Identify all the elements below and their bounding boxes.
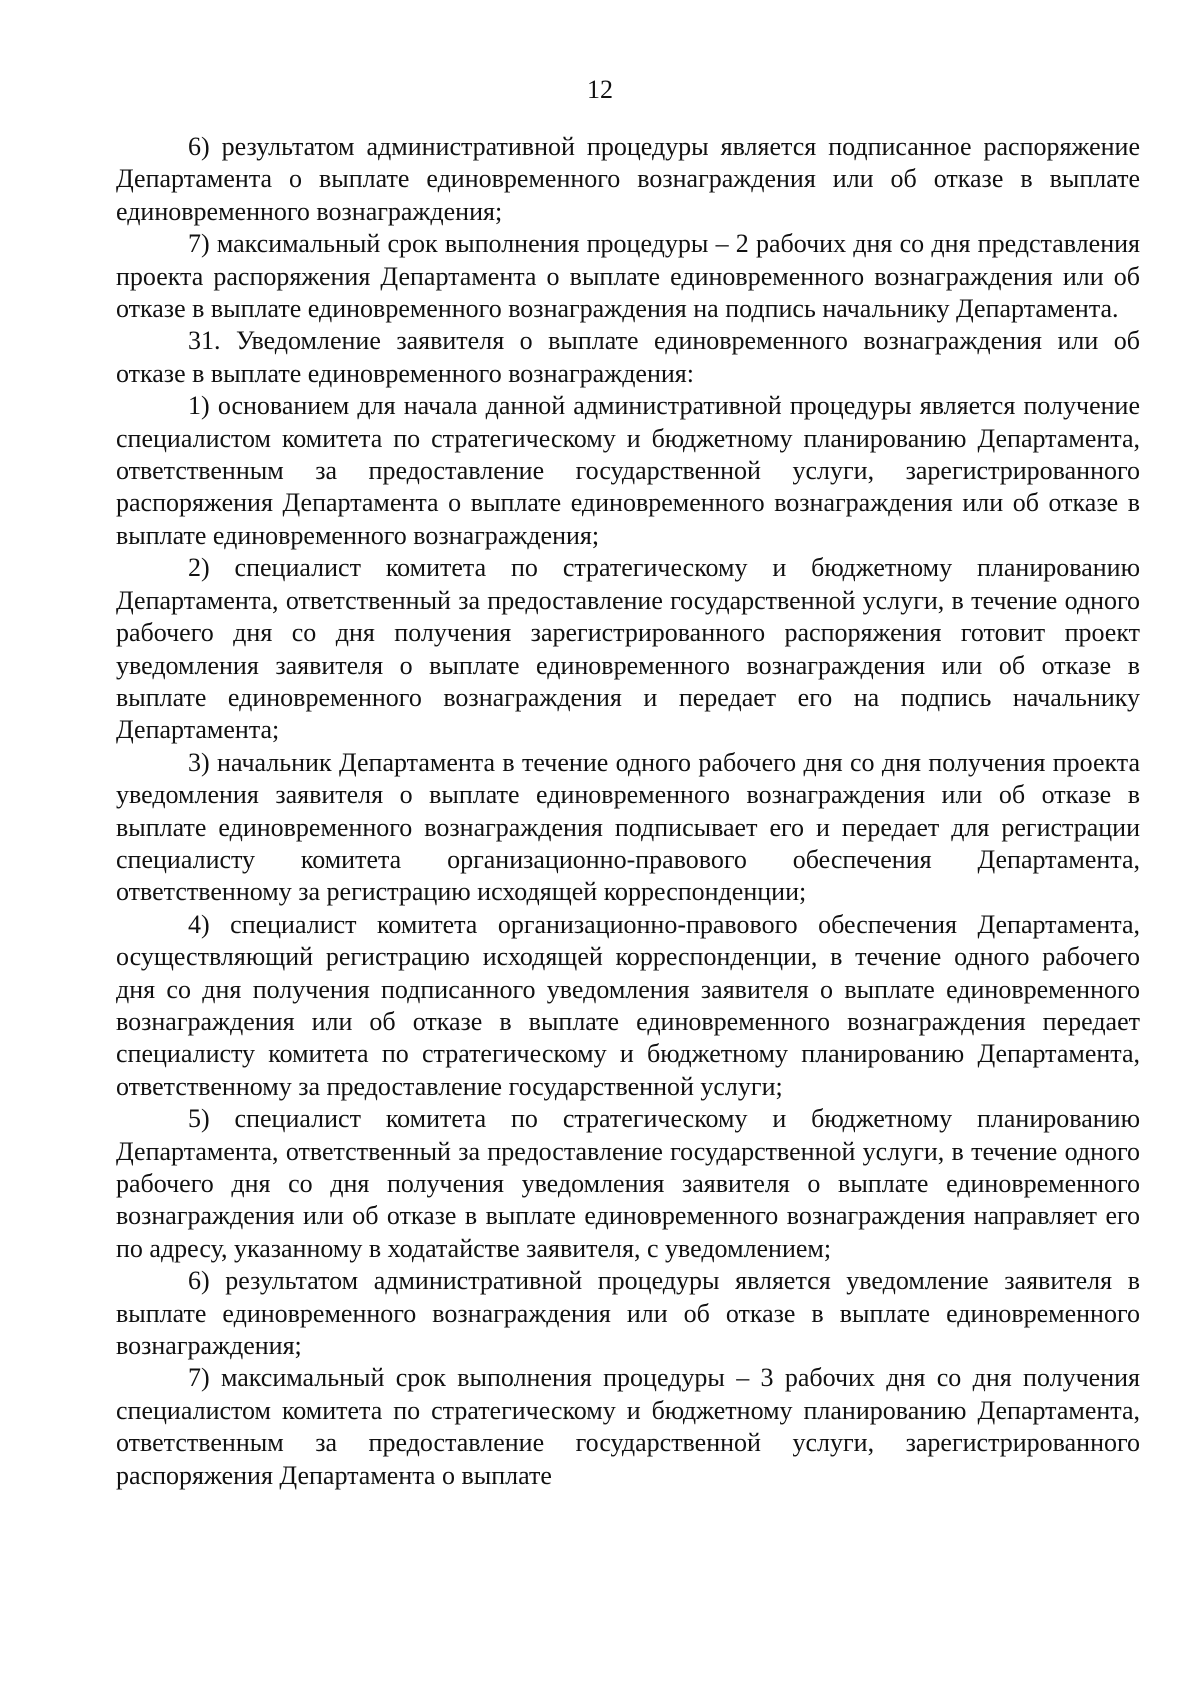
paragraph-31-notification-heading: 31. Уведомление заявителя о выплате единовременного вознаграждения или об отказе в выплате единовременного вознаграждения: bbox=[116, 326, 1140, 388]
paragraph-6-result-notification: 6) результатом административной процедуры является уведомление заявителя в выплате единовременного вознаграждения или об отказе в выплате единовременного вознаграждения; bbox=[116, 1266, 1140, 1361]
paragraph-3-head-signs: 3) начальник Департамента в течение одного рабочего дня со дня получения проекта уведомления заявителя о выплате единовременного вознаграждения или об отказе в выплате единовременного вознаграждения подписывает его и передает для регистрации специалисту комитета организационно-правового обеспечения Департамента, ответственному за регистрацию исходящей корреспонденции; bbox=[116, 747, 1140, 907]
page-number: 12 bbox=[587, 75, 613, 104]
document-body bbox=[116, 131, 1140, 1492]
paragraph-1-basis-for-procedure: 1) основанием для начала данной административной процедуры является получение специалистом комитета по стратегическому и бюджетному планированию Департамента, ответственным за предоставление государственной услуги, зарегистрированного распоряжения Департамента о выплате единовременного вознаграждения или об отказе в выплате единовременного вознаграждения; bbox=[116, 391, 1140, 550]
paragraph-7-max-term-3-days: 7) максимальный срок выполнения процедуры – 3 рабочих дня со дня получения специалистом комитета по стратегическому и бюджетному планированию Департамента, ответственным за предоставление государственной услуги, зарегистрированного распоряжения Департамента о выплате bbox=[116, 1363, 1140, 1490]
paragraph-5-sending-notification: 5) специалист комитета по стратегическому и бюджетному планированию Департамента, ответственный за предоставление государственной услуги, в течение одного рабочего дня со дня получения уведомления заявителя о выплате единовременного вознаграждения или об отказе в выплате единовременного вознаграждения направляет его по адресу, указанному в ходатайстве заявителя, с уведомлением; bbox=[116, 1104, 1140, 1263]
paragraph-2-prepare-notification: 2) специалист комитета по стратегическому и бюджетному планированию Департамента, ответственный за предоставление государственной услуги, в течение одного рабочего дня со дня получения зарегистрированного распоряжения готовит проект уведомления заявителя о выплате единовременного вознаграждения или об отказе в выплате единовременного вознаграждения и передает его на подпись начальнику Департамента; bbox=[116, 553, 1140, 745]
paragraph-4-registration: 4) специалист комитета организационно-правового обеспечения Департамента, осуществляющий регистрацию исходящей корреспонденции, в течение одного рабочего дня со дня получения подписанного уведомления заявителя о выплате единовременного вознаграждения или об отказе в выплате единовременного вознаграждения передает специалисту комитета по стратегическому и бюджетному планированию Департамента, ответственному за предоставление государственной услуги; bbox=[116, 909, 1140, 1101]
paragraph-6-result-signed-order: 6) результатом административной процедуры является подписанное распоряжение Департамента о выплате единовременного вознаграждения или об отказе в выплате единовременного вознаграждения; bbox=[116, 132, 1140, 226]
paragraph-7-max-term-2-days: 7) максимальный срок выполнения процедуры – 2 рабочих дня со дня представления проекта распоряжения Департамента о выплате единовременного вознаграждения или об отказе в выплате единовременного вознаграждения на подпись начальнику Департамента. bbox=[116, 229, 1140, 324]
